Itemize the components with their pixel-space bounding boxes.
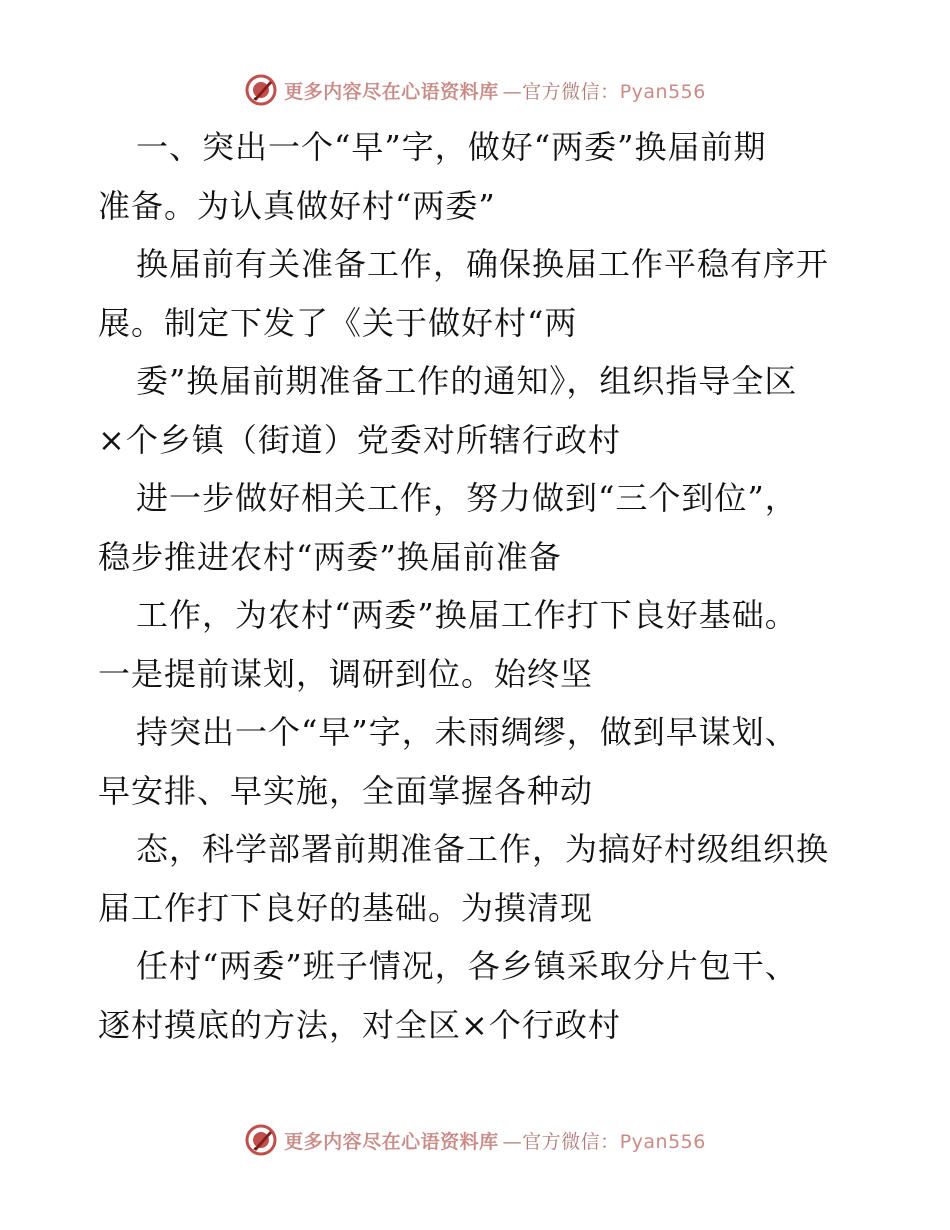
pen-logo-icon xyxy=(244,1123,278,1157)
footer-watermark xyxy=(0,1120,950,1160)
body-line: 一、突出一个“早”字，做好“两委”换届前期 xyxy=(136,128,767,166)
document-body xyxy=(98,118,858,1054)
body-line: 展。制定下发了《关于做好村“两 xyxy=(98,303,578,342)
watermark-wechat-label: 官方微信： xyxy=(522,1130,620,1153)
body-line: 稳步推进农村“两委”换届前准备 xyxy=(98,537,562,576)
body-line: 逐村摸底的方法，对全区×个行政村 xyxy=(98,1005,621,1044)
watermark-separator: — xyxy=(502,80,523,103)
body-line: 换届前有关准备工作，确保换届工作平稳有序开 xyxy=(136,245,830,283)
body-line: 委”换届前期准备工作的通知》，组织指导全区 xyxy=(136,362,798,400)
body-line: 任村“两委”班子情况，各乡镇采取分片包干、 xyxy=(136,947,798,985)
header-watermark xyxy=(0,70,950,110)
body-line: 进一步做好相关工作，努力做到“三个到位”， xyxy=(136,479,798,517)
watermark-wechat-label: 官方微信： xyxy=(522,80,620,103)
watermark-wechat-id: Pyan556 xyxy=(619,1130,706,1153)
body-line: 准备。为认真做好村“两委” xyxy=(98,186,496,225)
body-line: 早安排、早实施，全面掌握各种动 xyxy=(98,771,594,810)
watermark-text xyxy=(284,77,706,104)
watermark-separator: — xyxy=(502,1130,523,1153)
body-line: 届工作打下良好的基础。为摸清现 xyxy=(98,888,594,927)
watermark-brand: 更多内容尽在心语资料库 xyxy=(284,1130,499,1153)
body-line: 一是提前谋划，调研到位。始终坚 xyxy=(98,654,594,693)
body-line: 工作，为农村“两委”换届工作打下良好基础。 xyxy=(136,596,798,634)
body-line: 态，科学部署前期准备工作，为搞好村级组织换 xyxy=(136,830,830,868)
watermark-wechat-id: Pyan556 xyxy=(619,80,706,103)
watermark-brand: 更多内容尽在心语资料库 xyxy=(284,80,499,103)
pen-logo-icon xyxy=(244,73,278,107)
body-line: ×个乡镇（街道）党委对所辖行政村 xyxy=(98,420,621,459)
body-line: 持突出一个“早”字，未雨绸缪，做到早谋划、 xyxy=(136,713,798,751)
watermark-text xyxy=(284,1127,706,1154)
